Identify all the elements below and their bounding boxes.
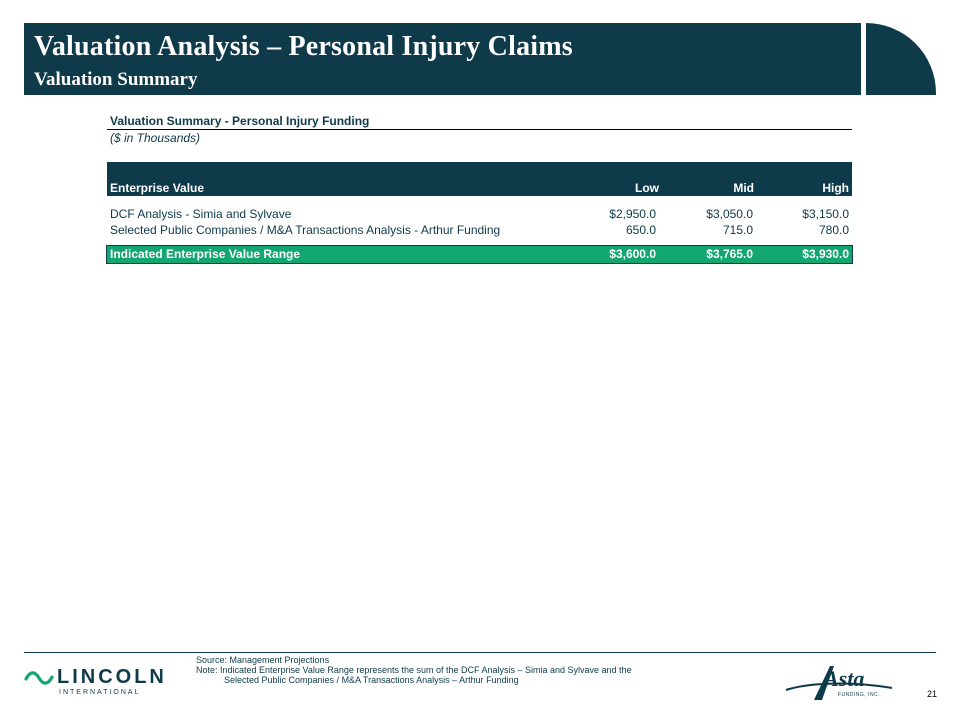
- row-mid: $3,050.0: [706, 207, 753, 221]
- total-row: [107, 246, 852, 263]
- asta-wordmark: Asta: [824, 666, 865, 691]
- asta-logo: [784, 660, 896, 706]
- row-high: 780.0: [818, 223, 849, 237]
- total-high: $3,930.0: [802, 247, 849, 261]
- header-mid: Mid: [733, 181, 754, 195]
- corner-decoration: [866, 23, 936, 95]
- header-low: Low: [635, 181, 659, 195]
- table-row: [107, 222, 852, 238]
- row-low: $2,950.0: [609, 207, 656, 221]
- row-mid: 715.0: [722, 223, 753, 237]
- valuation-table: [107, 114, 852, 263]
- row-label: Selected Public Companies / M&A Transactions Analysis - Arthur Funding: [110, 223, 501, 237]
- footer-divider: [24, 652, 936, 653]
- note-line-2: Selected Public Companies / M&A Transactions Analysis – Arthur Funding: [224, 675, 519, 685]
- total-mid: $3,765.0: [706, 247, 753, 261]
- table-header-row: [107, 162, 852, 196]
- total-label: Indicated Enterprise Value Range: [110, 247, 301, 261]
- table-title: Valuation Summary - Personal Injury Funding: [110, 114, 370, 128]
- row-label: DCF Analysis - Simia and Sylvave: [110, 207, 292, 221]
- footnotes: [196, 655, 632, 685]
- lincoln-wave-icon: [24, 670, 54, 686]
- table-units: ($ in Thousands): [110, 131, 201, 145]
- page-title: Valuation Analysis – Personal Injury Claims: [34, 31, 573, 62]
- total-low: $3,600.0: [609, 247, 656, 261]
- header-high: High: [822, 181, 849, 195]
- header-enterprise-value: Enterprise Value: [110, 181, 205, 195]
- row-high: $3,150.0: [802, 207, 849, 221]
- lincoln-tagline: INTERNATIONAL: [59, 689, 141, 696]
- note-line-1: Note: Indicated Enterprise Value Range represents the sum of the DCF Analysis – Simia and Sylvave and the: [196, 665, 632, 675]
- title-bar: [24, 23, 861, 95]
- asta-tagline: FUNDING, INC.: [838, 692, 881, 698]
- lincoln-wordmark: LINCOLN: [57, 666, 167, 688]
- page-subtitle: Valuation Summary: [34, 69, 198, 90]
- row-low: 650.0: [625, 223, 656, 237]
- table-row: [107, 206, 852, 222]
- page-number: 21: [927, 689, 938, 699]
- source-note: Source: Management Projections: [196, 655, 330, 665]
